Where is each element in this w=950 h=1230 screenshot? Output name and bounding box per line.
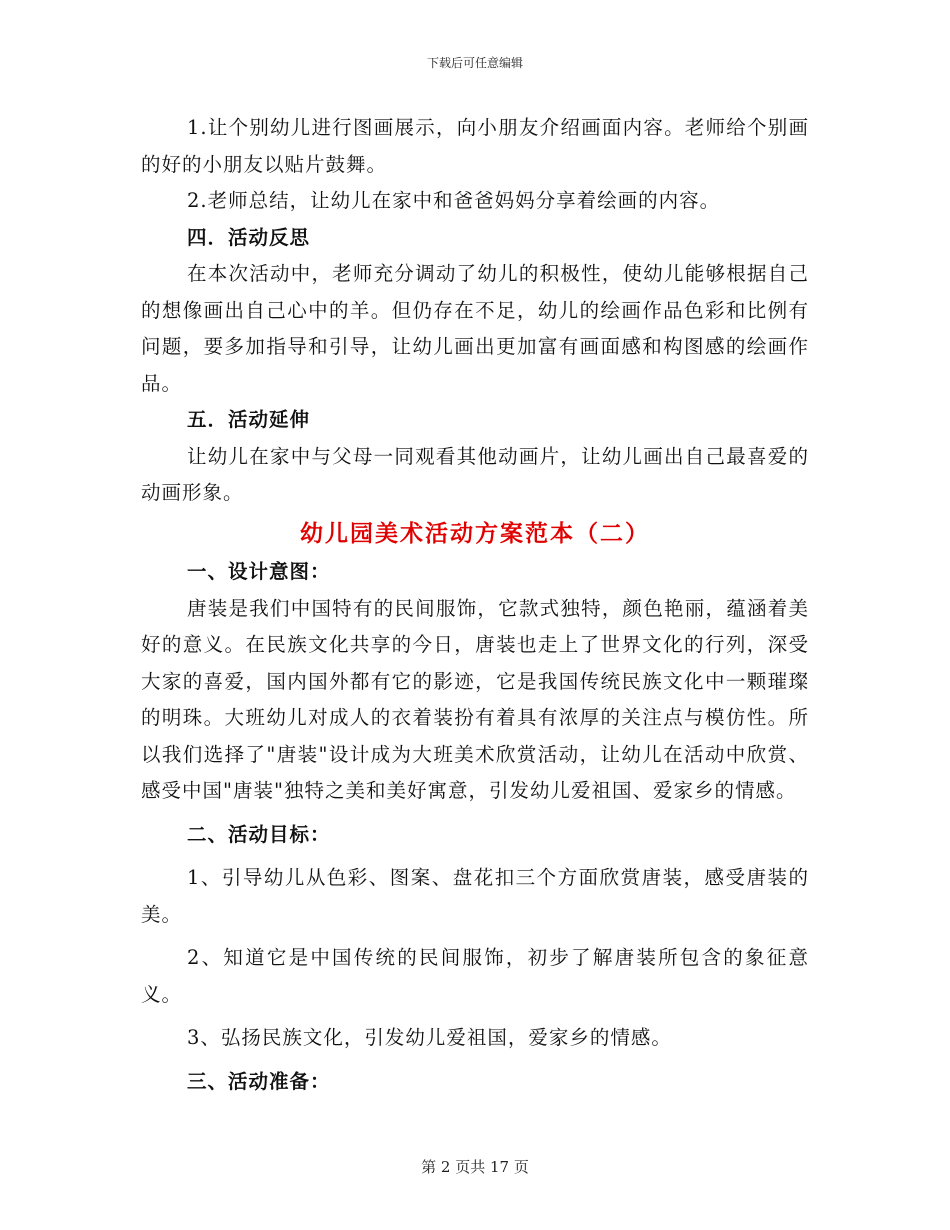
paragraph: 让幼儿在家中与父母一同观看其他动画片，让幼儿画出自己最喜爱的动画形象。 <box>141 444 809 504</box>
paragraph: 唐装是我们中国特有的民间服饰，它款式独特，颜色艳丽，蕴涵着美好的意义。在民族文化共享的今日，唐装也走上了世界文化的行列，深受大家的喜爱，国内国外都有它的影迹，它是我国传统民族文化中一颗璀璨的明珠。大班幼儿对成人的衣着装扮有着具有浓厚的关注点与模仿性。所以我们选择了"唐装"设计成为大班美术欣赏活动，让幼儿在活动中欣赏、感受中国"唐装"独特之美和美好寓意，引发幼儿爱祖国、爱家乡的情感。 <box>141 596 809 802</box>
section-heading: 二、活动目标： <box>187 822 331 846</box>
page-footer: 第 2 页共 17 页 <box>421 1158 529 1176</box>
section-heading: 五．活动延伸 <box>187 408 311 431</box>
list-item: 2、知道它是中国传统的民间服饰，初步了解唐装所包含的象征意义。 <box>141 946 809 1006</box>
paragraph: 1.让个别幼儿进行图画展示，向小朋友介绍画面内容。老师给个别画的好的小朋友以贴片鼓舞。 <box>141 116 809 176</box>
paragraph: 2.老师总结，让幼儿在家中和爸爸妈妈分享着绘画的内容。 <box>187 189 721 212</box>
section-heading: 一、设计意图： <box>187 560 331 583</box>
page-header: 下载后可任意编辑 <box>426 56 523 70</box>
list-item: 1、引导幼儿从色彩、图案、盘花扣三个方面欣赏唐装，感受唐装的美。 <box>141 866 809 926</box>
list-item: 3、弘扬民族文化，引发幼儿爱祖国，爱家乡的情感。 <box>187 1026 672 1049</box>
paragraph: 在本次活动中，老师充分调动了幼儿的积极性，使幼儿能够根据自己的想像画出自己心中的羊。但仍存在不足，幼儿的绘画作品色彩和比例有问题，要多加指导和引导，让幼儿画出更加富有画面感和构图感的绘画作品。 <box>141 262 809 395</box>
section-heading: 三、活动准备： <box>187 1069 331 1093</box>
document-body <box>141 110 809 1100</box>
section-heading: 四．活动反思 <box>187 225 311 249</box>
document-title: 幼儿园美术活动方案范本（二） <box>300 519 650 547</box>
